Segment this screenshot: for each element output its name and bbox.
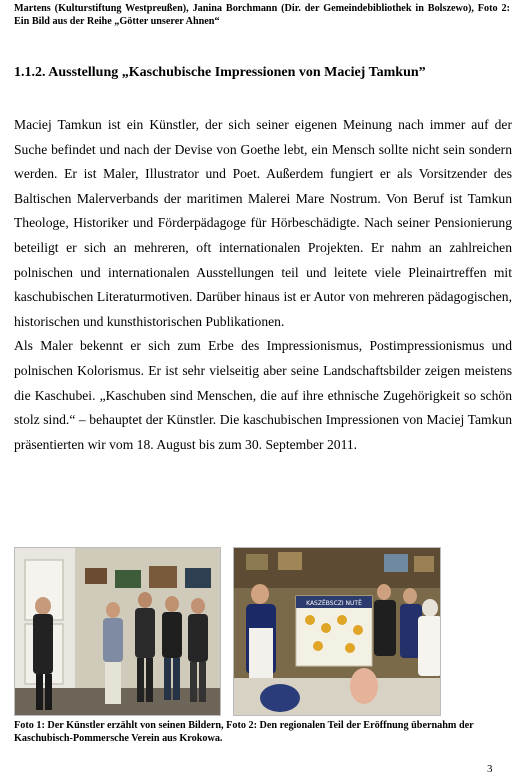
paragraph-2: Als Maler bekennt er sich zum Erbe des Impressionismus, Postimpressionismus und polnischen Kolorismus. Er ist sehr vielseitig aber seine Landschaftsbilder zeigen meistens die Kaschubei. „Kaschuben sind Menschen, die auf ihre ethnische Zugehörigkeit so schön stolz sind.“ – behauptet der Künstler. Die kaschubischen Impressionen von Maciej Tamkun präsentierten wir vom 18. August bis zum 30. September 2011. bbox=[14, 338, 512, 452]
section-heading: 1.1.2. Ausstellung „Kaschubische Impressionen von Maciej Tamkun” bbox=[14, 65, 426, 80]
page-number: 3 bbox=[487, 763, 493, 775]
top-photo-caption: Martens (Kulturstiftung Westpreußen), Janina Borchmann (Dir. der Gemeindebibliothek in Bolszewo), Foto 2: Ein Bild aus der Reihe „Götter unserer Ahnen“ bbox=[14, 3, 510, 27]
banner-text: KASZËBSCZI NUTË bbox=[306, 600, 362, 607]
paragraph-1: Maciej Tamkun ist ein Künstler, der sich seiner eigenen Meinung nach immer auf der Suche befindet und nach der Devise von Goethe lebt, ein Mensch sollte nicht sein sondern werden. Er ist Maler, Illustrator und Poet. Außerdem fungiert er als Vorsitzender des Baltischen Malerverbands der maritimen Malerei Mare Nostrum. Von Beruf ist Tamkun Theologe, Historiker und Förderpädagoge für Hörbeschädigte. Nach seiner Pensionierung beteiligt er sich an mehreren, oft internationalen Projekten. Er nahm an zahlreichen polnischen und internationalen Ausstellungen teil und leitete viele Pleinairtreffen mit kaschubischen Literaturmotiven. Darüber hinaus ist er Autor von mehreren pädagogischen, historischen und kunsthistorischen Publikationen. bbox=[14, 117, 512, 329]
photo-row bbox=[14, 547, 512, 716]
photo-opening-image bbox=[234, 548, 441, 716]
photo-opening-performance bbox=[233, 547, 441, 716]
bottom-photo-caption: Foto 1: Der Künstler erzählt von seinen Bildern, Foto 2: Den regionalen Teil der Eröffnung übernahm der Kaschubisch-Pommersche Verein aus Krokowa. bbox=[14, 720, 474, 744]
photo-artist-talk-image bbox=[15, 548, 221, 716]
photo-artist-talk bbox=[14, 547, 221, 716]
body-text bbox=[14, 113, 512, 457]
